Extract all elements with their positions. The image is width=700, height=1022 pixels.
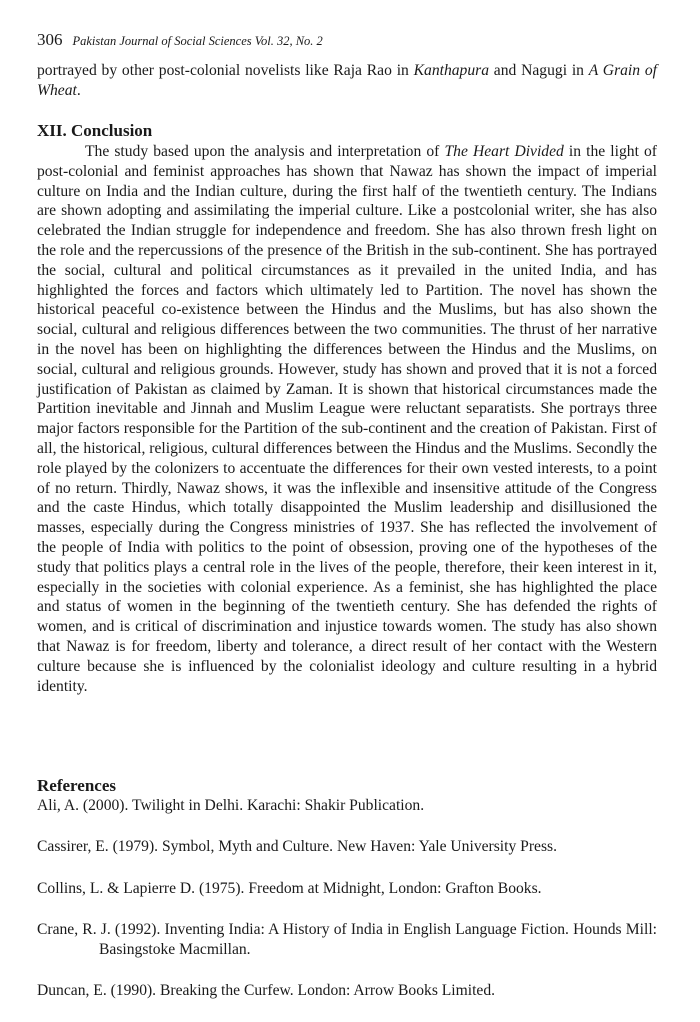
reference-item: Cassirer, E. (1979). Symbol, Myth and Culture. New Haven: Yale University Press. xyxy=(37,838,557,856)
continuation-end: . xyxy=(76,81,81,99)
running-header xyxy=(37,30,323,50)
continuation-paragraph xyxy=(37,61,657,101)
novel-title: The Heart Divided xyxy=(444,143,564,160)
reference-item: Collins, L. & Lapierre D. (1975). Freedom at Midnight, London: Grafton Books. xyxy=(37,879,542,897)
conclusion-heading: XII. Conclusion xyxy=(37,121,153,140)
journal-title: Pakistan Journal of Social Sciences Vol. 32, No. 2 xyxy=(72,34,323,48)
reference-item: Ali, A. (2000). Twilight in Delhi. Karachi: Shakir Publication. xyxy=(37,797,425,814)
book-title-kanthapura: Kanthapura xyxy=(413,62,490,79)
book-title-grain-of-wheat: A Grain of Wheat xyxy=(37,62,657,99)
conclusion-body: in the light of post-colonial and feminist approaches has shown that Nawaz has shown the impact of imperial culture on India and the Indian culture, during the first half of the twentieth century. The Indians are shown adopting and assimilating the imperial culture. Like a postcolonial writer, she has also celebrated the Indian struggle for independence and freedom. She has also thrown fresh light on the role and the repercussions of the presence of the British in the sub-continent. She has portrayed the social, cultural and political circumstances as it prevailed in the united India, and has highlighted the forces and factors which ultimately led to Partition. The novel has shown the historical peaceful co-existence between the Hindus and the Muslims, but has also shown the social, cultural and religious differences between the two communities. The thrust of her narrative in the novel has been on highlighting the differences between the Hindus and the Muslims, on social, cultural and religious grounds. However, study has shown and proved that it is not a forced justification of Pakistan as claimed by Zaman. It is shown that historical circumstances made the Partition inevitable and Jinnah and Muslim League were reluctant separatists. She portrays three major factors responsible for the Partition of the sub-continent and the creation of Pakistan. First of all, the historical, religious, cultural differences between the Hindus and the Muslims. Secondly the role played by the colonizers to accentuate the differences for their own vested interests, to a point of no return. Thirdly, Nawaz shows, it was the inflexible and insensitive attitude of the Congress and the caste Hindus, which totally disappointed the Muslim leadership and disillusioned the masses, especially during the Congress ministries of 1937. She has reflected the involvement of the people of India with politics to the point of obsession, proving one of the hypotheses of the study that politics plays a central role in the lives of the people, therefore, their keen interest in it, especially in the societies with colonial experience. As a feminist, she has highlighted the place and status of women in the beginning of the twentieth century. She has defended the rights of women, and is critical of discrimination and injustice towards women. The study has also shown that Nawaz is for freedom, liberty and tolerance, a direct result of her contact with the Western culture because she is influenced by the colonialist ideology and culture resulting in a hybrid identity. xyxy=(37,143,657,695)
conclusion-intro: The study based upon the analysis and interpretation of xyxy=(85,143,445,160)
continuation-text: portrayed by other post-colonial novelists like Raja Rao in xyxy=(37,62,414,79)
references-heading: References xyxy=(37,776,116,795)
page-number: 306 xyxy=(37,30,63,49)
conclusion-paragraph xyxy=(37,142,657,696)
continuation-text-middle: and Nagugi in xyxy=(489,62,589,79)
reference-item: Crane, R. J. (1992). Inventing India: A History of India in English Language Fiction. Hounds Mill: Basingstoke Macmillan. xyxy=(37,920,657,958)
reference-item: Duncan, E. (1990). Breaking the Curfew. London: Arrow Books Limited. xyxy=(37,981,496,999)
references-list xyxy=(37,796,657,1022)
